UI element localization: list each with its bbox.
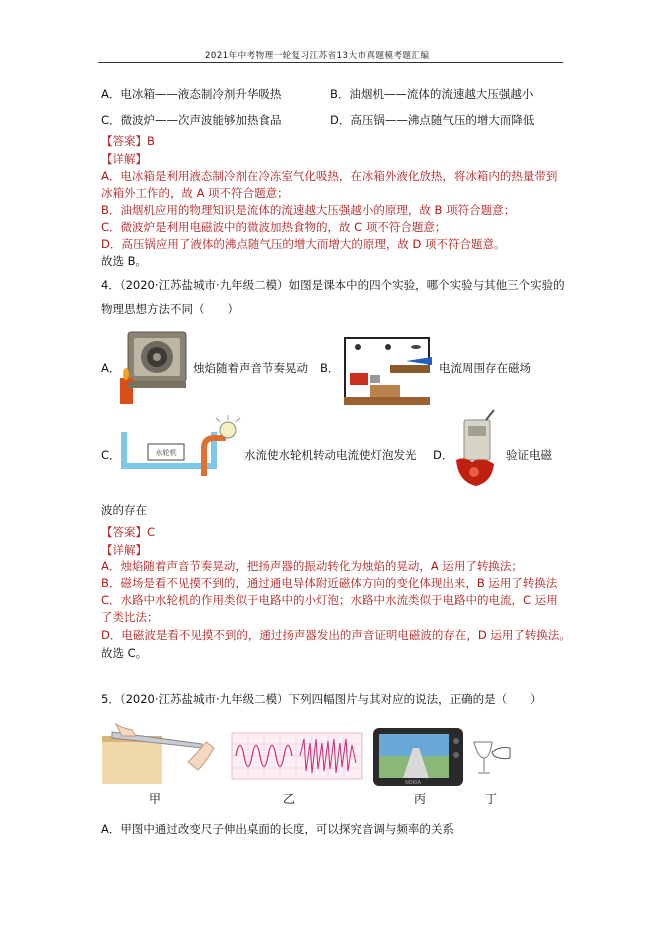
- q3-conclusion: 故选 B。: [101, 254, 148, 268]
- q4-answer: 【答案】C: [101, 525, 156, 539]
- wine-glass-image: [470, 738, 514, 778]
- gps-navigator-image: [373, 728, 463, 786]
- water-circuit-analogy-image: [118, 418, 238, 480]
- q4-explanation-c: C．水路中水轮机的作用类似于电路中的小灯泡；水路中水流类似于电路中的电流，C 运用: [101, 593, 558, 607]
- q4-stem-cont: 物理思想方法不同（ ）: [101, 302, 239, 316]
- oersted-circuit-image: [340, 333, 436, 409]
- q4-conclusion: 故选 C。: [101, 646, 148, 660]
- q3-explanation-a-cont: 冰箱外工作的，故 A 项不符合题意；: [101, 186, 289, 200]
- caption-bing: 丙: [414, 792, 427, 806]
- q3-explanation-a: A．电冰箱是利用液态制冷剂在冷冻室气化吸热，在冰箱外液化放热，将冰箱内的热量带到: [101, 169, 558, 183]
- q4-option-c-label: C．: [101, 448, 121, 462]
- q5-stem: 5．（2020·江苏盐城市·九年级二模）下列四幅图片与其对应的说法，正确的是（ ）: [101, 692, 542, 706]
- q4-explanation-b: B．磁场是看不见摸不到的，通过通电导体附近磁体方向的变化体现出来，B 运用了转换法: [101, 576, 558, 590]
- radio-wave-image: [452, 416, 502, 490]
- q3-explanation-d: D．高压锅应用了液体的沸点随气压的增大而增大的原理，故 D 项不符合题意。: [101, 237, 506, 251]
- q4-option-d-text: 验证电磁: [506, 448, 552, 462]
- q4-option-c-text: 水流使水轮机转动电流使灯泡发光: [244, 448, 417, 462]
- q5-option-a: A．甲图中通过改变尺子伸出桌面的长度，可以探究音调与频率的关系: [101, 822, 454, 836]
- q4-detail-label: 【详解】: [101, 543, 147, 557]
- gps-brand-label: NOKIA: [405, 780, 421, 786]
- q4-option-d-label: D．: [433, 448, 454, 462]
- q3-option-a: A．电冰箱——液态制冷剂升华吸热: [101, 87, 282, 101]
- q4-option-a-text: 烛焰随着声音节奏晃动: [193, 361, 308, 375]
- water-wheel-label: 水轮机: [155, 449, 177, 457]
- speaker-candle-image: [118, 328, 190, 406]
- q4-option-b-text: 电流周围存在磁场: [439, 361, 531, 375]
- q3-answer: 【答案】B: [101, 134, 155, 148]
- page-header-title: 2021年中考物理一轮复习江苏省13大市真题模考题汇编: [205, 51, 430, 61]
- q3-option-b: B．油烟机——流体的流速越大压强越小: [330, 87, 534, 101]
- ruler-table-image: [102, 722, 222, 784]
- caption-ding: 丁: [485, 792, 498, 806]
- q3-detail-label: 【详解】: [101, 152, 147, 166]
- q4-option-b-label: B．: [320, 361, 340, 375]
- q4-explanation-a: A．烛焰随着声音节奏晃动，把扬声器的振动转化为烛焰的晃动，A 运用了转换法；: [101, 559, 523, 573]
- q3-explanation-c: C．微波炉是利用电磁波中的微波加热食物的，故 C 项不符合题意；: [101, 220, 447, 234]
- waveform-image: [232, 733, 362, 779]
- q4-stem: 4．（2020·江苏盐城市·九年级二模）如图是课本中的四个实验，哪个实验与其他三个实验的: [101, 278, 565, 292]
- header-rule: [98, 62, 563, 63]
- q4-explanation-c-cont: 了类比法；: [101, 610, 159, 624]
- q3-option-c: C．微波炉——次声波能够加热食品: [101, 113, 282, 127]
- caption-jia: 甲: [149, 792, 162, 806]
- q3-explanation-b: B．油烟机应用的物理知识是流体的流速越大压强越小的原理，故 B 项符合题意；: [101, 203, 516, 217]
- q3-option-d: D．高压锅——沸点随气压的增大而降低: [330, 113, 535, 127]
- q4-option-a-label: A．: [101, 361, 121, 375]
- q4-explanation-d: D．电磁波是看不见摸不到的，通过扬声器发出的声音证明电磁波的存在，D 运用了转换法。: [101, 628, 571, 642]
- caption-yi: 乙: [283, 792, 296, 806]
- q4-option-d-text-cont: 波的存在: [101, 503, 147, 517]
